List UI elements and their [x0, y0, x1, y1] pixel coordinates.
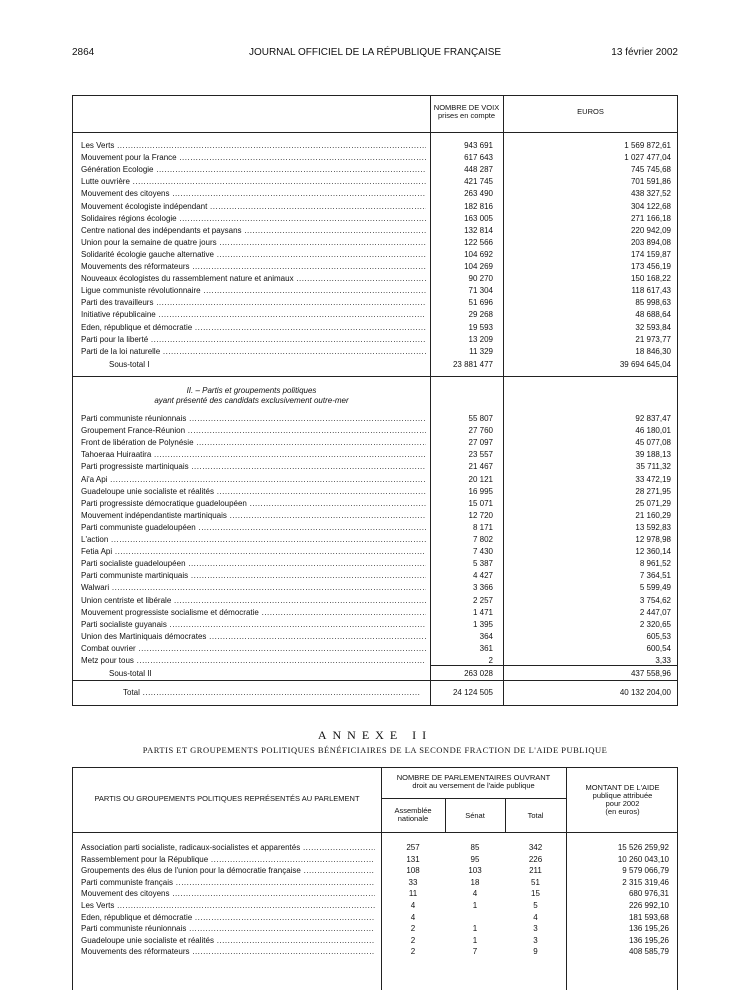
- vote-count: 55 807: [468, 414, 493, 423]
- column-header-amount-line4: (en euros): [605, 807, 640, 816]
- vote-count: 263 490: [464, 189, 493, 199]
- table-row: [73, 249, 679, 261]
- vote-count: 163 005: [464, 213, 493, 223]
- aid-amount: 136 195,26: [628, 924, 669, 934]
- party-name: Solidaires régions écologie .....: [81, 213, 426, 225]
- assembly-count: 33: [408, 877, 418, 887]
- party-name: Lutte ouvrière .....: [81, 176, 426, 188]
- vote-count: 71 304: [468, 286, 493, 296]
- column-header-votes: [430, 104, 503, 120]
- party-name: Groupements des élus de l'union pour la démocratie française .....: [81, 865, 375, 876]
- table-row: [73, 842, 679, 853]
- aid-amount: 181 593,68: [628, 912, 669, 922]
- euro-amount: 605,53: [646, 631, 671, 641]
- party-name: Mouvement pour la France .....: [81, 152, 426, 164]
- table-row: [73, 631, 679, 643]
- euro-amount: 21 973,77: [635, 334, 671, 344]
- euro-amount: 5 599,49: [639, 583, 671, 593]
- vote-count: 1 395: [472, 619, 493, 629]
- vote-count: 2: [488, 656, 493, 665]
- total-divider: [73, 680, 677, 681]
- party-name: Mouvements des réformateurs .....: [81, 261, 426, 273]
- total-votes: 24 124 505: [452, 688, 493, 697]
- assembly-count: 257: [406, 843, 420, 852]
- table-row: [73, 297, 679, 309]
- column-header-amount-line2: publique attribuée: [592, 791, 653, 800]
- vote-count: 448 287: [464, 165, 493, 175]
- euro-amount: 48 688,64: [635, 310, 671, 320]
- vote-count: 11 329: [469, 346, 493, 356]
- party-name: Parti communiste réunionnais .....: [81, 923, 375, 934]
- table-row: [73, 176, 679, 188]
- party-name: Combat ouvrier .....: [81, 643, 426, 655]
- party-name: Union des Martiniquais démocrates .....: [81, 631, 426, 643]
- vote-count: 7 430: [472, 547, 493, 557]
- table-row: [73, 486, 679, 498]
- table-row: [73, 273, 679, 285]
- euro-amount: 18 846,30: [635, 346, 671, 356]
- euro-amount: 600,54: [646, 643, 671, 653]
- section-2-title: II. – Partis et groupements politiques: [186, 386, 317, 395]
- euro-amount: 438 327,52: [630, 189, 671, 199]
- vote-count: 27 097: [468, 438, 493, 448]
- party-name: Metz pour tous .....: [81, 655, 426, 667]
- assembly-count: 4: [410, 912, 416, 922]
- party-name: Parti socialiste guyanais .....: [81, 619, 426, 631]
- table-row: [73, 655, 679, 667]
- table-row: [73, 923, 679, 934]
- vote-count: 361: [479, 643, 493, 653]
- euro-amount: 35 711,32: [636, 462, 671, 472]
- party-name: Rassemblement pour la République .....: [81, 854, 375, 865]
- euro-amount: 118 617,43: [631, 286, 671, 296]
- party-name: Groupement France-Réunion .....: [81, 425, 426, 437]
- aid-amount: 10 260 043,10: [617, 854, 669, 864]
- party-name: Guadeloupe unie socialiste et réalités .....: [81, 486, 426, 498]
- total-count: 3: [533, 924, 538, 934]
- euro-amount: 85 998,63: [635, 298, 671, 308]
- vote-count: 132 814: [464, 225, 493, 235]
- euro-amount: 220 942,09: [630, 225, 671, 235]
- subtotal-2-label: Sous-total II: [109, 669, 152, 678]
- vote-count: 182 816: [464, 201, 493, 211]
- table-row: [73, 643, 679, 655]
- senate-count: 7: [472, 947, 478, 957]
- annex-title: ANNEXE II: [317, 728, 433, 742]
- euro-amount: 1 569 872,61: [624, 141, 671, 150]
- table-row: [73, 534, 679, 546]
- euro-amount: 1 027 477,04: [624, 153, 671, 163]
- total-count: 211: [529, 866, 542, 876]
- table-row: [73, 570, 679, 582]
- party-name: Union pour la semaine de quatre jours .....: [81, 237, 426, 249]
- senate-count: 18: [470, 877, 480, 887]
- party-name: Walwari .....: [81, 582, 426, 594]
- column-header-parliamentarians: [381, 774, 566, 790]
- party-name: Ligue communiste révolutionnaire .....: [81, 285, 426, 297]
- party-name: Parti pour la liberté .....: [81, 334, 426, 346]
- euro-amount: 7 364,51: [639, 571, 671, 581]
- table-row: [73, 582, 679, 594]
- table-row: [73, 888, 679, 899]
- party-name: Parti communiste martiniquais .....: [81, 570, 426, 582]
- column-header-votes-line1: NOMBRE DE VOIX: [433, 103, 500, 112]
- senate-count: 1: [472, 935, 478, 945]
- euro-amount: 150 168,22: [630, 274, 671, 284]
- total-count: 51: [531, 877, 540, 887]
- party-name: Centre national des indépendants et paysans .....: [81, 225, 426, 237]
- annex-subtitle: PARTIS ET GROUPEMENTS POLITIQUES BÉNÉFICIAIRES DE LA SECONDE FRACTION DE L'AIDE PUBLIQUE: [142, 745, 608, 755]
- table-row: [73, 261, 679, 273]
- vote-count: 13 209: [468, 334, 493, 344]
- table-row: [73, 607, 679, 619]
- vote-count: 5 387: [472, 559, 493, 569]
- table-row: [73, 546, 679, 558]
- euro-amount: 174 159,87: [630, 249, 671, 259]
- euro-amount: 46 180,01: [635, 426, 671, 436]
- table-row: [73, 461, 679, 473]
- table-vote-results: [72, 95, 678, 706]
- subtotal-2-row: [73, 668, 679, 680]
- subtotal-1-label: Sous-total I: [109, 360, 150, 369]
- party-name: Parti communiste français .....: [81, 877, 375, 888]
- section-divider: [73, 376, 677, 377]
- aid-amount: 2 315 319,46: [622, 877, 669, 887]
- table-row: [73, 474, 679, 486]
- vote-count: 15 071: [468, 498, 493, 508]
- assembly-count: 2: [410, 947, 416, 957]
- assembly-count: 2: [410, 935, 416, 945]
- aid-amount: 136 195,26: [628, 935, 669, 945]
- party-name: Eden, république et démocratie .....: [81, 322, 426, 334]
- aid-amount: 680 976,31: [628, 889, 669, 899]
- subtotal-1-row: [73, 359, 679, 371]
- party-name: Les Verts .....: [81, 900, 375, 911]
- euro-amount: 304 122,68: [630, 201, 671, 211]
- vote-count: 2 257: [472, 595, 493, 605]
- publication-date: 13 février 2002: [611, 47, 678, 58]
- aid-amount: 15 526 259,92: [617, 843, 669, 852]
- party-name: Eden, république et démocratie .....: [81, 912, 375, 923]
- euro-amount: 8 961,52: [639, 559, 671, 569]
- vote-count: 29 268: [468, 310, 493, 320]
- vote-count: 122 566: [464, 237, 493, 247]
- header-divider: [73, 832, 677, 833]
- column-header-votes-line2: prises en compte: [437, 111, 496, 120]
- party-name: Parti communiste guadeloupéen .....: [81, 522, 426, 534]
- subtotal-1-euros: 39 694 645,04: [619, 360, 671, 369]
- column-header-assembly: [381, 807, 445, 823]
- table-row: [73, 619, 679, 631]
- vote-count: 617 643: [464, 153, 493, 163]
- vote-count: 51 696: [468, 298, 493, 308]
- party-name: Mouvement écologiste indépendant .....: [81, 201, 426, 213]
- column-header-euros: EUROS: [577, 107, 604, 116]
- assembly-count: 131: [406, 854, 420, 864]
- table-row: [73, 854, 679, 865]
- total-count: 342: [528, 843, 543, 852]
- party-name: Parti communiste réunionnais .....: [81, 413, 426, 425]
- table-row: [73, 164, 679, 176]
- vote-count: 7 802: [472, 535, 493, 544]
- page-number: 2864: [72, 47, 95, 58]
- euro-amount: 21 160,29: [635, 510, 671, 520]
- vote-count: 90 270: [468, 274, 493, 284]
- table-row: [73, 877, 679, 888]
- party-name: Front de libération de Polynésie .....: [81, 437, 426, 449]
- page-header: [72, 47, 678, 61]
- table-row: [73, 595, 679, 607]
- table-row: [73, 346, 679, 358]
- party-name: Fetia Api .....: [81, 546, 426, 558]
- assembly-count: 108: [406, 866, 420, 876]
- aid-amount: 408 585,79: [628, 947, 669, 957]
- vote-count: 943 691: [464, 141, 493, 150]
- table-row: [73, 558, 679, 570]
- total-label: Total .....: [123, 687, 420, 699]
- euro-amount: 745 745,68: [630, 165, 671, 175]
- header-divider: [73, 132, 677, 133]
- column-header-assembly-line2: nationale: [397, 814, 429, 823]
- total-count: 9: [533, 947, 538, 957]
- euro-amount: 28 271,95: [635, 486, 671, 496]
- total-count: 4: [533, 912, 538, 922]
- party-name: Parti progressiste démocratique guadeloupéen .....: [81, 498, 426, 510]
- table-row: [73, 413, 679, 425]
- euro-amount: 173 456,19: [630, 262, 671, 271]
- assembly-count: 2: [410, 924, 416, 934]
- assembly-count: 11: [408, 889, 418, 899]
- party-name: Nouveaux écologistes du rassemblement nature et animaux .....: [81, 273, 426, 285]
- party-name: Mouvements des réformateurs .....: [81, 946, 375, 957]
- table-row: [73, 188, 679, 200]
- party-name: Union centriste et libérale .....: [81, 595, 426, 607]
- subtotal-1-votes: 23 881 477: [452, 360, 493, 369]
- senate-count: 95: [470, 854, 480, 864]
- column-header-amount-line3: pour 2002: [605, 799, 640, 808]
- party-name: L'action .....: [81, 534, 426, 546]
- column-header-parliamentarians-line2: droit au versement de l'aide publique: [412, 781, 535, 790]
- total-euros: 40 132 204,00: [619, 688, 671, 697]
- euro-amount: 12 360,14: [635, 547, 671, 557]
- table-row: [73, 522, 679, 534]
- party-name: Parti des travailleurs .....: [81, 297, 426, 309]
- column-header-amount-line1: MONTANT DE L'AIDE: [585, 783, 660, 792]
- party-name: Les Verts .....: [81, 140, 426, 152]
- table-row: [73, 237, 679, 249]
- table-row: [73, 865, 679, 876]
- column-header-total: Total: [527, 811, 544, 820]
- column-header-amount: [566, 784, 679, 816]
- table-row: [73, 140, 679, 152]
- column-header-parliamentarians-line1: NOMBRE DE PARLEMENTAIRES OUVRANT: [396, 773, 551, 782]
- party-name: Mouvement des citoyens .....: [81, 188, 426, 200]
- assembly-count: 4: [410, 901, 416, 910]
- euro-amount: 32 593,84: [635, 322, 671, 332]
- euro-amount: 12 978,98: [635, 535, 671, 544]
- euro-amount: 2 447,07: [639, 607, 671, 617]
- vote-count: 8 171: [472, 522, 493, 532]
- euro-amount: 25 071,29: [635, 498, 671, 508]
- table-row: [73, 309, 679, 321]
- senate-count: 1: [472, 901, 478, 910]
- table-row: [73, 935, 679, 946]
- table-row: [73, 425, 679, 437]
- vote-count: 104 269: [464, 262, 493, 271]
- party-name: Parti progressiste martiniquais .....: [81, 461, 426, 473]
- euro-amount: 92 837,47: [635, 414, 671, 423]
- party-name: Génération Ecologie .....: [81, 164, 426, 176]
- vote-count: 21 467: [468, 462, 493, 472]
- subheader-divider: [381, 798, 566, 799]
- senate-count: 4: [472, 889, 478, 899]
- party-name: Initiative républicaine .....: [81, 309, 426, 321]
- party-name: Association parti socialiste, radicaux-socialistes et apparentés .....: [81, 842, 375, 853]
- vote-count: 421 745: [464, 177, 493, 187]
- euro-amount: 271 166,18: [630, 213, 671, 223]
- senate-count: 103: [468, 866, 482, 876]
- table-row: [73, 912, 679, 923]
- table-row: [73, 152, 679, 164]
- aid-amount: 226 992,10: [628, 901, 669, 910]
- vote-count: 4 427: [472, 571, 493, 581]
- party-name: Ai'a Api .....: [81, 474, 426, 486]
- table-row: [73, 900, 679, 911]
- table-parliamentary-aid: [72, 767, 678, 990]
- vote-count: 364: [479, 631, 493, 641]
- aid-amount: 9 579 066,79: [622, 866, 669, 876]
- party-name: Mouvement progressiste socialisme et démocratie .....: [81, 607, 426, 619]
- section-2-subtitle: ayant présenté des candidats exclusivement outre-mer: [154, 396, 349, 405]
- total-count: 15: [531, 889, 540, 899]
- vote-count: 12 720: [468, 510, 493, 520]
- subtotal-2-euros: 437 558,96: [630, 669, 671, 678]
- euro-amount: 203 894,08: [630, 237, 671, 247]
- euro-amount: 3 754,62: [639, 595, 671, 605]
- vote-count: 27 760: [468, 426, 493, 436]
- table-row: [73, 225, 679, 237]
- vote-count: 20 121: [468, 474, 493, 484]
- euro-amount: 39 188,13: [635, 450, 671, 460]
- column-header-party: PARTIS OU GROUPEMENTS POLITIQUES REPRÉSENTÉS AU PARLEMENT: [94, 794, 360, 803]
- euro-amount: 13 592,83: [635, 522, 671, 532]
- column-header-senate: Sénat: [465, 811, 485, 820]
- subtotal-2-votes: 263 028: [464, 669, 493, 678]
- column-header-assembly-line1: Assemblée: [394, 806, 432, 815]
- vote-count: 23 557: [468, 450, 493, 460]
- table-row: [73, 449, 679, 461]
- party-name: Tahoeraa Huiraatira .....: [81, 449, 426, 461]
- party-name: Parti de la loi naturelle .....: [81, 346, 426, 358]
- party-name: Parti socialiste guadeloupéen .....: [81, 558, 426, 570]
- table-row: [73, 437, 679, 449]
- journal-title: JOURNAL OFFICIEL DE LA RÉPUBLIQUE FRANÇAISE: [248, 47, 502, 58]
- total-count: 3: [533, 935, 538, 945]
- table-row: [73, 946, 679, 957]
- total-row: [73, 687, 679, 699]
- table-row: [73, 510, 679, 522]
- vote-count: 104 692: [464, 249, 493, 259]
- table-row: [73, 285, 679, 297]
- vote-count: 3 366: [472, 583, 493, 593]
- vote-count: 19 593: [468, 322, 493, 332]
- table-row: [73, 334, 679, 346]
- senate-count: 85: [470, 843, 480, 852]
- euro-amount: 3,33: [655, 656, 671, 665]
- table-row: [73, 213, 679, 225]
- party-name: Mouvement indépendantiste martiniquais .....: [81, 510, 426, 522]
- euro-amount: 33 472,19: [635, 474, 671, 484]
- table-row: [73, 201, 679, 213]
- total-count: 226: [528, 854, 543, 864]
- euro-amount: 2 320,65: [639, 619, 671, 629]
- party-name: Mouvement des citoyens .....: [81, 888, 375, 899]
- party-name: Guadeloupe unie socialiste et réalités .....: [81, 935, 375, 946]
- total-count: 5: [533, 901, 538, 910]
- table-row: [73, 322, 679, 334]
- table-row: [73, 498, 679, 510]
- vote-count: 1 471: [472, 607, 493, 617]
- euro-amount: 701 591,86: [630, 177, 671, 187]
- euro-amount: 45 077,08: [635, 438, 671, 448]
- party-name: Solidarité écologie gauche alternative .....: [81, 249, 426, 261]
- vote-count: 16 995: [468, 486, 493, 496]
- senate-count: 1: [472, 924, 478, 934]
